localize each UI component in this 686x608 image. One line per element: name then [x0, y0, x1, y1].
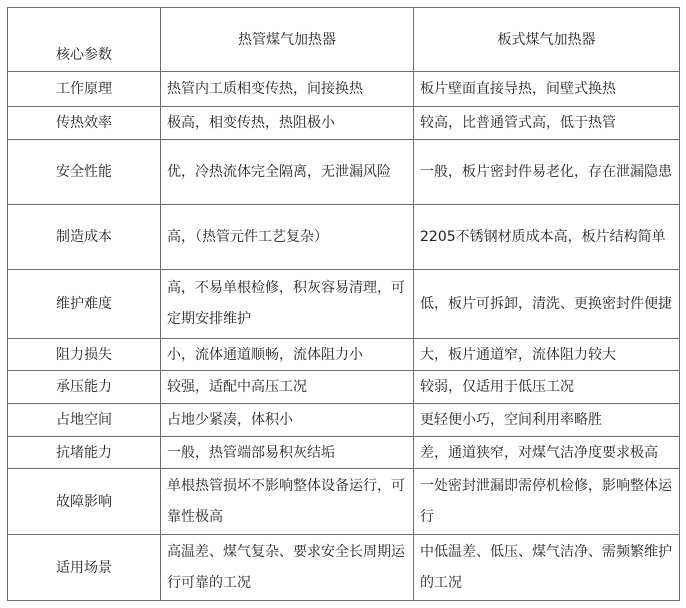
- table-row: [8, 469, 680, 535]
- plate-cell: 差，通道狭窄，对煤气洁净度要求极高: [414, 437, 680, 469]
- header-core-param: 核心参数: [8, 8, 161, 72]
- comparison-table: [7, 7, 680, 601]
- plate-cell: 较高，比普通管式高，低于热管: [414, 107, 680, 140]
- param-cell: 传热效率: [8, 107, 161, 140]
- param-cell: 故障影响: [8, 469, 161, 535]
- param-cell: 维护难度: [8, 270, 161, 339]
- plate-cell: 较弱，仅适用于低压工况: [414, 371, 680, 404]
- param-cell: 适用场景: [8, 535, 161, 601]
- heat-pipe-cell: 小，流体通道顺畅，流体阻力小: [161, 339, 414, 371]
- param-cell: 工作原理: [8, 72, 161, 107]
- heat-pipe-cell: 高温差、煤气复杂、要求安全长周期运行可靠的工况: [161, 535, 414, 601]
- table-row: [8, 339, 680, 371]
- heat-pipe-cell: 高，（热管元件工艺复杂）: [161, 205, 414, 270]
- header-plate: 板式煤气加热器: [414, 8, 680, 72]
- param-cell: 制造成本: [8, 205, 161, 270]
- table-row: [8, 371, 680, 404]
- plate-cell: 一般，板片密封件易老化，存在泄漏隐患: [414, 140, 680, 205]
- header-heat-pipe: 热管煤气加热器: [161, 8, 414, 72]
- plate-cell: 中低温差、低压、煤气洁净、需频繁维护的工况: [414, 535, 680, 601]
- heat-pipe-cell: 热管内工质相变传热，间接换热: [161, 72, 414, 107]
- plate-cell: 2205不锈钢材质成本高，板片结构简单: [414, 205, 680, 270]
- table-row: [8, 270, 680, 339]
- plate-cell: 更轻便小巧，空间利用率略胜: [414, 404, 680, 437]
- table-row: [8, 72, 680, 107]
- header-row: [8, 8, 680, 72]
- param-cell: 抗堵能力: [8, 437, 161, 469]
- param-cell: 阻力损失: [8, 339, 161, 371]
- heat-pipe-cell: 高，不易单根检修，积灰容易清理，可定期安排维护: [161, 270, 414, 339]
- plate-cell: 板片壁面直接导热，间壁式换热: [414, 72, 680, 107]
- table-row: [8, 107, 680, 140]
- heat-pipe-cell: 优，冷热流体完全隔离，无泄漏风险: [161, 140, 414, 205]
- heat-pipe-cell: 单根热管损坏不影响整体设备运行，可靠性极高: [161, 469, 414, 535]
- param-cell: 占地空间: [8, 404, 161, 437]
- table-row: [8, 140, 680, 205]
- heat-pipe-cell: 一般，热管端部易积灰结垢: [161, 437, 414, 469]
- plate-cell: 一处密封泄漏即需停机检修，影响整体运行: [414, 469, 680, 535]
- heat-pipe-cell: 较强，适配中高压工况: [161, 371, 414, 404]
- table-row: [8, 404, 680, 437]
- heat-pipe-cell: 占地少紧凑，体积小: [161, 404, 414, 437]
- table-row: [8, 437, 680, 469]
- table-row: [8, 535, 680, 601]
- table-row: [8, 205, 680, 270]
- heat-pipe-cell: 极高，相变传热，热阻极小: [161, 107, 414, 140]
- plate-cell: 大，板片通道窄，流体阻力较大: [414, 339, 680, 371]
- param-cell: 承压能力: [8, 371, 161, 404]
- plate-cell: 低，板片可拆卸，清洗、更换密封件便捷: [414, 270, 680, 339]
- param-cell: 安全性能: [8, 140, 161, 205]
